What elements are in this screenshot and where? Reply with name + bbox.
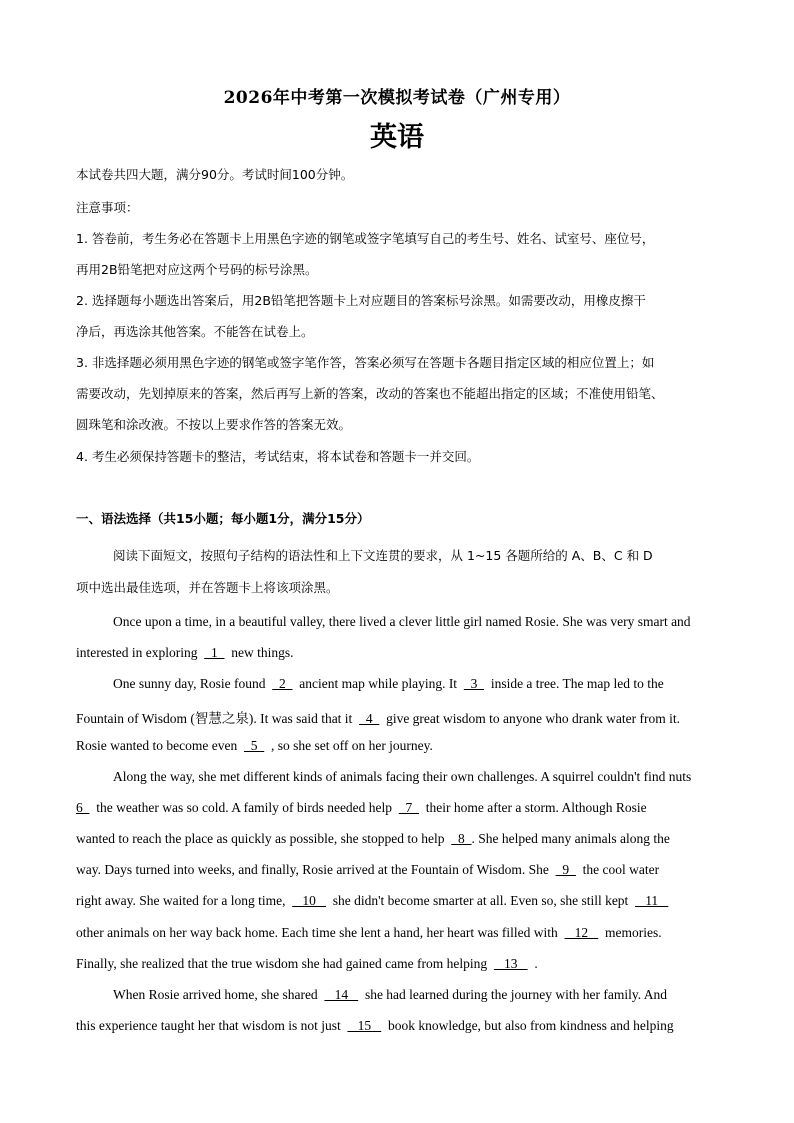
passage-text: .	[534, 956, 538, 971]
note-3-line-2: 需要改动，先划掉原来的答案，然后再写上新的答案，改动的答案也不能超出指定的区域；不准使用铅笔、	[76, 386, 664, 401]
passage-text: right away. She waited for a long time,	[76, 893, 286, 908]
passage-line	[76, 800, 647, 816]
blank-9: 9	[555, 862, 576, 877]
blank-3: 3	[463, 676, 485, 691]
passage-text: the cool water	[582, 862, 660, 877]
blank-11: 11	[635, 893, 669, 908]
passage-line	[76, 893, 668, 909]
passage-line	[113, 769, 691, 785]
passage-text: Finally, she realized that the true wisdom she had gained came from helping	[76, 956, 488, 971]
section-heading: 一、语法选择（共15小题；每小题1分，满分15分）	[76, 511, 370, 526]
blank-2: 2	[272, 676, 293, 691]
passage-text: One sunny day, Rosie found	[113, 676, 266, 691]
note-1-line-1: 1. 答卷前，考生务必在答题卡上用黑色字迹的钢笔或签字笔填写自己的考生号、姓名、试室号、座位号，	[76, 231, 655, 246]
passage-line	[76, 738, 433, 754]
passage-text: she didn't become smarter at all. Even so, she still kept	[332, 893, 629, 908]
passage-text: new things.	[231, 645, 294, 660]
passage-text: When Rosie arrived home, she shared	[113, 987, 318, 1002]
passage-text: , so she set off on her journey.	[270, 738, 433, 753]
passage-text: Fountain of Wisdom (智慧之泉). It was said that it	[76, 711, 353, 726]
passage-text: other animals on her way back home. Each time she lent a hand, her heart was filled with	[76, 925, 558, 940]
blank-1: 1	[204, 645, 225, 660]
passage-line	[76, 645, 293, 661]
passage-text: book knowledge, but also from kindness and helping	[387, 1018, 674, 1033]
passage-text: Along the way, she met different kinds of animals facing their own challenges. A squirrel couldn't find nuts	[113, 769, 692, 784]
section-instructions-line-2: 项中选出最佳选项，并在答题卡上将该项涂黑。	[76, 580, 339, 595]
note-2-line-2: 净后，再选涂其他答案。不能答在试卷上。	[76, 324, 314, 339]
passage-line	[76, 862, 659, 878]
passage-text: memories.	[604, 925, 662, 940]
section-instructions-line-1: 阅读下面短文，按照句子结构的语法性和上下文连贯的要求，从 1~15 各题所给的 A、B、C 和 D	[113, 548, 653, 563]
passage-text: . She helped many animals along the	[471, 831, 670, 846]
passage-line	[76, 925, 662, 941]
passage-text: this experience taught her that wisdom is not just	[76, 1018, 341, 1033]
passage-text: inside a tree. The map led to the	[490, 676, 664, 691]
passage-text: Once upon a time, in a beautiful valley, there lived a clever little girl named Rosie. She was very smart and	[113, 614, 691, 629]
passage-text: wanted to reach the place as quickly as possible, she stopped to help	[76, 831, 445, 846]
passage-text: ancient map while playing. It	[299, 676, 458, 691]
passage-text: way. Days turned into weeks, and finally, Rosie arrived at the Fountain of Wisdom. She	[76, 862, 549, 877]
passage-text: the weather was so cold. A family of birds needed help	[96, 800, 393, 815]
passage-text: their home after a storm. Although Rosie	[425, 800, 647, 815]
blank-10: 10	[292, 893, 326, 908]
passage-text: she had learned during the journey with her family. And	[364, 987, 667, 1002]
blank-7: 7	[398, 800, 420, 815]
passage-line	[76, 831, 670, 847]
passage-text: Rosie wanted to become even	[76, 738, 238, 753]
passage-line	[113, 987, 667, 1003]
passage-text: give great wisdom to anyone who drank water from it.	[386, 711, 680, 726]
note-1-line-2: 再用2B铅笔把对应这两个号码的标号涂黑。	[76, 262, 318, 277]
note-4: 4. 考生必须保持答题卡的整洁，考试结束，将本试卷和答题卡一并交回。	[76, 449, 480, 464]
blank-15: 15	[347, 1018, 382, 1033]
note-3-line-3: 圆珠笔和涂改液。不按以上要求作答的答案无效。	[76, 417, 352, 432]
notes-heading: 注意事项：	[76, 200, 139, 215]
subject-title: 英语	[370, 122, 424, 153]
blank-6: 6	[76, 800, 90, 815]
passage-line	[76, 956, 538, 972]
blank-13: 13	[493, 956, 528, 971]
blank-12: 12	[564, 925, 599, 940]
note-3-line-1: 3. 非选择题必须用黑色字迹的钢笔或签字笔作答，答案必须写在答题卡各题目指定区域的相应位置上；如	[76, 355, 655, 370]
blank-4: 4	[359, 711, 380, 726]
blank-8: 8	[451, 831, 472, 846]
exam-summary: 本试卷共四大题，满分90分。考试时间100分钟。	[76, 167, 354, 182]
passage-line	[76, 1018, 674, 1034]
blank-5: 5	[243, 738, 265, 753]
passage-line	[113, 676, 664, 692]
passage-line	[76, 707, 680, 727]
note-2-line-1: 2. 选择题每小题选出答案后，用2B铅笔把答题卡上对应题目的答案标号涂黑。如需要改动，用橡皮擦干	[76, 293, 646, 308]
passage-text: interested in exploring	[76, 645, 198, 660]
blank-14: 14	[324, 987, 359, 1002]
exam-title: 2026年中考第一次模拟考试卷（广州专用）	[223, 88, 571, 108]
passage-line	[113, 614, 691, 630]
